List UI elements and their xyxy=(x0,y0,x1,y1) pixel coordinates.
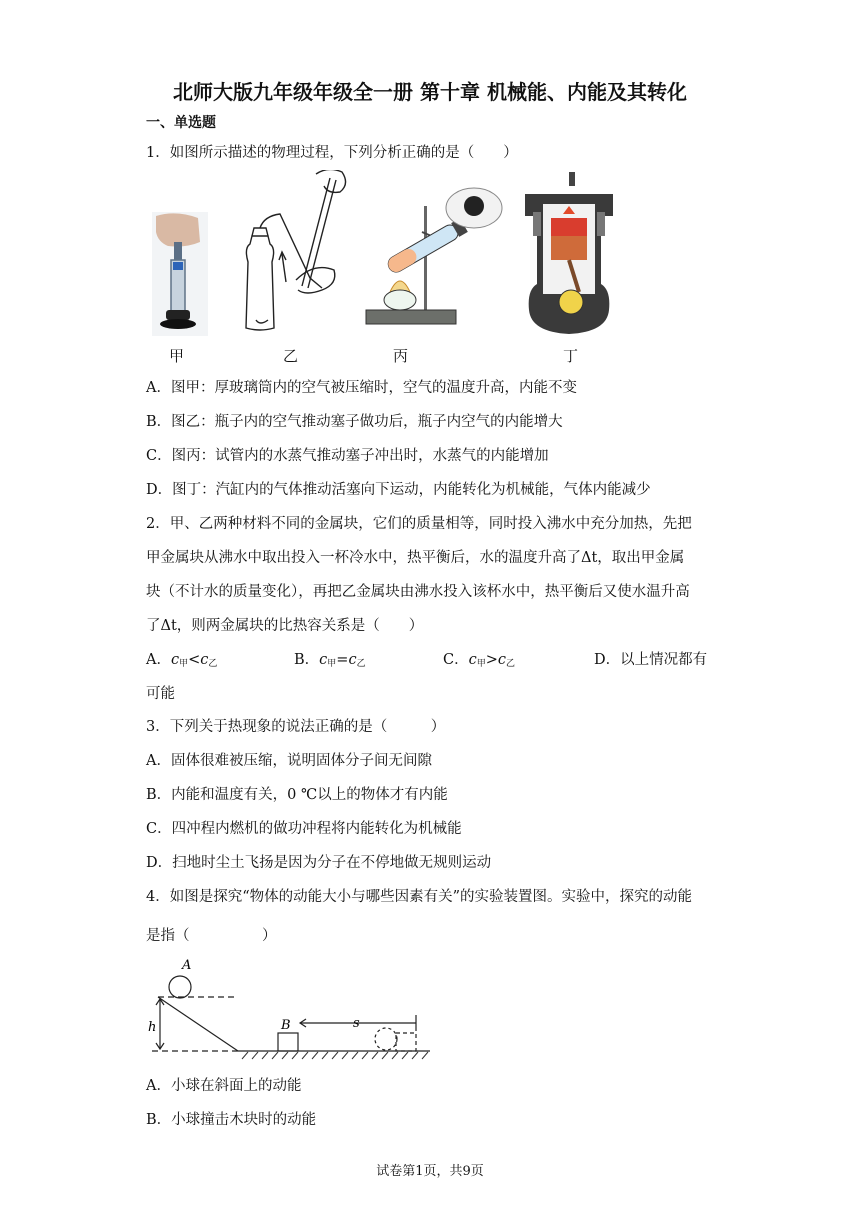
q2-line-1: 2．甲、乙两种材料不同的金属块，它们的质量相等，同时投入沸水中充分加热，先把 xyxy=(146,516,692,532)
q2-option-d: D．以上情况都有 xyxy=(594,652,708,668)
q2-line-3: 块（不计水的质量变化），再把乙金属块由沸水投入该杯水中，热平衡后又使水温升高 xyxy=(146,584,690,600)
q1-option-b: B．图乙：瓶子内的空气推动塞子做功后，瓶子内空气的内能增大 xyxy=(146,414,563,430)
figure-label-bing: 丙 xyxy=(393,347,409,365)
figure-label-jia: 甲 xyxy=(169,347,185,365)
q3-option-d: D．扫地时尘土飞扬是因为分子在不停地做无规则运动 xyxy=(146,855,492,871)
q4-option-a: A．小球在斜面上的动能 xyxy=(146,1078,302,1094)
q2-option-b-sub1: 甲 xyxy=(327,659,337,669)
q3-stem: 3．下列关于热现象的说法正确的是（ ） xyxy=(146,719,446,735)
page-footer: 试卷第1页，共9页 xyxy=(376,1164,484,1179)
q2-option-c xyxy=(443,648,515,669)
diagram-label-h: h xyxy=(148,1020,157,1035)
q3-option-c: C．四冲程内燃机的做功冲程将内能转化为机械能 xyxy=(146,821,462,837)
diagram-label-s: s xyxy=(353,1016,360,1031)
q2-option-a-c1: c xyxy=(170,652,180,668)
q2-line-2: 甲金属块从沸水中取出投入一杯冷水中，热平衡后，水的温度升高了Δt，取出甲金属 xyxy=(146,550,685,566)
figure-ding xyxy=(521,172,617,338)
q2-option-b xyxy=(294,648,366,669)
q2-option-c-prefix: C． xyxy=(443,652,469,668)
q4-stem-line-2: 是指（ ） xyxy=(146,928,277,944)
q2-option-a xyxy=(146,648,217,669)
diagram-label-a: A xyxy=(182,958,192,973)
q2-option-a-c2: c xyxy=(200,652,209,668)
q1-stem: 1．如图所示描述的物理过程，下列分析正确的是（ ） xyxy=(146,145,518,161)
q2-option-a-sub2: 乙 xyxy=(208,659,218,669)
q4-option-b: B．小球撞击木块时的动能 xyxy=(146,1112,317,1128)
q3-option-b: B．内能和温度有关，0 ℃以上的物体才有内能 xyxy=(146,787,448,803)
q2-line-4: 了Δt，则两金属块的比热容关系是（ ） xyxy=(146,618,424,634)
q2-option-b-sub2: 乙 xyxy=(356,659,366,669)
q1-option-d: D．图丁：汽缸内的气体推动活塞向下运动，内能转化为机械能，气体内能减少 xyxy=(146,482,651,498)
q2-option-c-c1: c xyxy=(468,652,477,668)
figure-label-yi: 乙 xyxy=(283,347,299,365)
diagram-label-b: B xyxy=(281,1018,291,1033)
q3-option-a: A．固体很难被压缩，说明固体分子间无间隙 xyxy=(146,753,432,769)
q2-option-c-sub1: 甲 xyxy=(476,659,486,669)
figure-yi xyxy=(230,170,355,336)
q2-option-b-c1: c xyxy=(319,652,328,668)
q1-option-c: C．图丙：试管内的水蒸气推动塞子冲出时，水蒸气的内能增加 xyxy=(146,448,549,464)
q1-option-a: A．图甲：厚玻璃筒内的空气被压缩时，空气的温度升高，内能不变 xyxy=(146,380,577,396)
q2-option-b-prefix: B． xyxy=(294,652,320,668)
q4-stem-line-1: 4．如图是探究“物体的动能大小与哪些因素有关”的实验装置图。实验中，探究的动能 xyxy=(146,889,693,905)
q2-option-a-op: < xyxy=(188,652,201,668)
q2-option-d-continued: 可能 xyxy=(146,686,175,702)
q2-option-c-sub2: 乙 xyxy=(506,659,516,669)
q2-option-b-c2: c xyxy=(348,652,357,668)
figure-label-ding: 丁 xyxy=(563,347,579,365)
q4-incline-diagram xyxy=(146,955,436,1060)
q2-option-a-prefix: A． xyxy=(146,652,171,668)
q2-option-a-sub1: 甲 xyxy=(179,659,189,669)
q2-option-c-c2: c xyxy=(497,652,507,668)
q2-option-c-op: > xyxy=(485,652,498,668)
figure-jia xyxy=(146,212,214,336)
figure-bing xyxy=(364,178,514,328)
section-heading: 一、单选题 xyxy=(146,115,216,131)
q2-option-b-op: = xyxy=(336,652,349,668)
page-title: 北师大版九年级年级全一册 第十章 机械能、内能及其转化 xyxy=(173,80,687,104)
